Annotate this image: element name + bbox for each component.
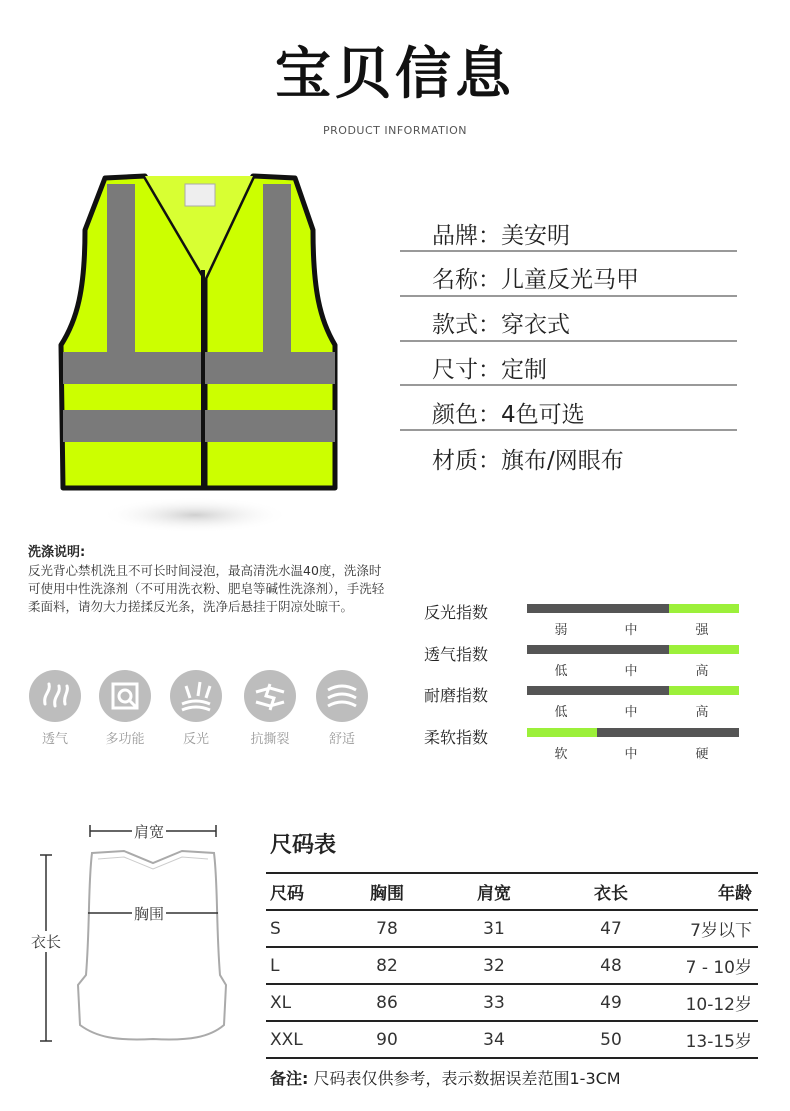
table-row — [266, 947, 758, 984]
spec-name: 名称：儿童反光马甲 — [432, 267, 639, 293]
column-header: 肩宽 — [433, 873, 555, 910]
note-label: 备注: — [270, 1069, 309, 1088]
spec-divider — [400, 250, 737, 252]
spec-color: 颜色：4色可选 — [432, 402, 585, 428]
shoulder-label: 肩宽 — [134, 823, 165, 841]
size-note — [270, 1066, 621, 1089]
index-tick: 弱 — [554, 623, 568, 638]
table-cell: 31 — [433, 910, 555, 947]
table-cell: 7 - 10岁 — [667, 947, 758, 984]
tear-resistant-icon — [244, 670, 296, 722]
washing-instructions: 反光背心禁机洗且不可长时间浸泡，最高清洗水温40度，洗涤时可使用中性洗涤剂（不可用洗衣粉、肥皂等碱性洗涤剂），手洗轻柔面料，请勿大力搓揉反光条，洗净后悬挂于阴凉处晾干。 — [28, 563, 385, 614]
index-tick: 软 — [554, 747, 568, 762]
index-level-fill — [669, 645, 739, 654]
table-row — [266, 910, 758, 947]
index-label: 反光指数 — [424, 603, 489, 622]
table-cell: 32 — [433, 947, 555, 984]
table-cell: 10-12岁 — [667, 984, 758, 1021]
note-text: 尺码表仅供参考，表示数据误差范围1-3CM — [313, 1069, 621, 1088]
page-title: 宝贝信息 — [275, 42, 515, 107]
spec-style: 款式：穿衣式 — [432, 312, 570, 338]
spec-divider — [400, 340, 737, 342]
table-cell: 13-15岁 — [667, 1021, 758, 1058]
table-header-row — [266, 873, 758, 910]
breathable-icon — [29, 670, 81, 722]
table-cell: 47 — [555, 910, 667, 947]
feature-reflective: 反光 — [168, 670, 224, 747]
table-cell: 33 — [433, 984, 555, 1021]
index-tick: 中 — [624, 747, 638, 762]
index-label: 透气指数 — [424, 645, 489, 664]
page-subtitle: PRODUCT INFORMATION — [323, 124, 467, 137]
table-cell: 86 — [341, 984, 433, 1021]
spec-divider — [400, 295, 737, 297]
feature-comfort: 舒适 — [314, 670, 370, 747]
table-cell: L — [266, 947, 341, 984]
table-cell: 50 — [555, 1021, 667, 1058]
multi-function-icon — [99, 670, 151, 722]
column-header: 胸围 — [341, 873, 433, 910]
size-table — [266, 872, 758, 1059]
index-tick: 中 — [624, 705, 638, 720]
index-label: 耐磨指数 — [424, 686, 489, 705]
index-tick: 高 — [695, 664, 709, 679]
washing-title: 洗涤说明: — [28, 545, 86, 560]
spec-brand: 品牌：美安明 — [432, 223, 570, 249]
spec-divider — [400, 384, 737, 386]
column-header: 年龄 — [667, 873, 758, 910]
index-tick: 中 — [624, 664, 638, 679]
table-row — [266, 1021, 758, 1058]
table-cell: S — [266, 910, 341, 947]
index-tick: 中 — [624, 623, 638, 638]
feature-tear-resistant: 抗撕裂 — [242, 670, 298, 747]
table-cell: 7岁以下 — [667, 910, 758, 947]
feature-multi-function: 多功能 — [97, 670, 153, 747]
table-cell: 48 — [555, 947, 667, 984]
softness-index-bar — [527, 728, 739, 737]
index-level-fill — [669, 686, 739, 695]
table-cell: XL — [266, 984, 341, 1021]
index-tick: 高 — [695, 705, 709, 720]
table-cell: 34 — [433, 1021, 555, 1058]
reflective-index-bar — [527, 604, 739, 613]
index-tick: 低 — [554, 664, 568, 679]
column-header: 尺码 — [266, 873, 341, 910]
spec-size: 尺寸：定制 — [432, 357, 547, 383]
index-tick: 强 — [695, 623, 709, 638]
chest-label: 胸围 — [134, 905, 165, 923]
wear-index-bar — [527, 686, 739, 695]
table-cell: 78 — [341, 910, 433, 947]
feature-breathable: 透气 — [27, 670, 83, 747]
length-label: 衣长 — [31, 933, 62, 951]
size-chart-title: 尺码表 — [270, 833, 337, 858]
reflective-icon — [170, 670, 222, 722]
spec-divider — [400, 429, 737, 431]
comfort-icon — [316, 670, 368, 722]
index-level-fill — [669, 604, 739, 613]
index-tick: 硬 — [695, 747, 709, 762]
breathable-index-bar — [527, 645, 739, 654]
vest-image — [45, 170, 350, 540]
spec-material: 材质：旗布/网眼布 — [432, 448, 624, 474]
column-header: 衣长 — [555, 873, 667, 910]
table-row — [266, 984, 758, 1021]
index-label: 柔软指数 — [424, 728, 489, 747]
table-cell: 82 — [341, 947, 433, 984]
table-cell: 49 — [555, 984, 667, 1021]
index-tick: 低 — [554, 705, 568, 720]
index-level-fill — [527, 728, 597, 737]
table-cell: XXL — [266, 1021, 341, 1058]
table-cell: 90 — [341, 1021, 433, 1058]
